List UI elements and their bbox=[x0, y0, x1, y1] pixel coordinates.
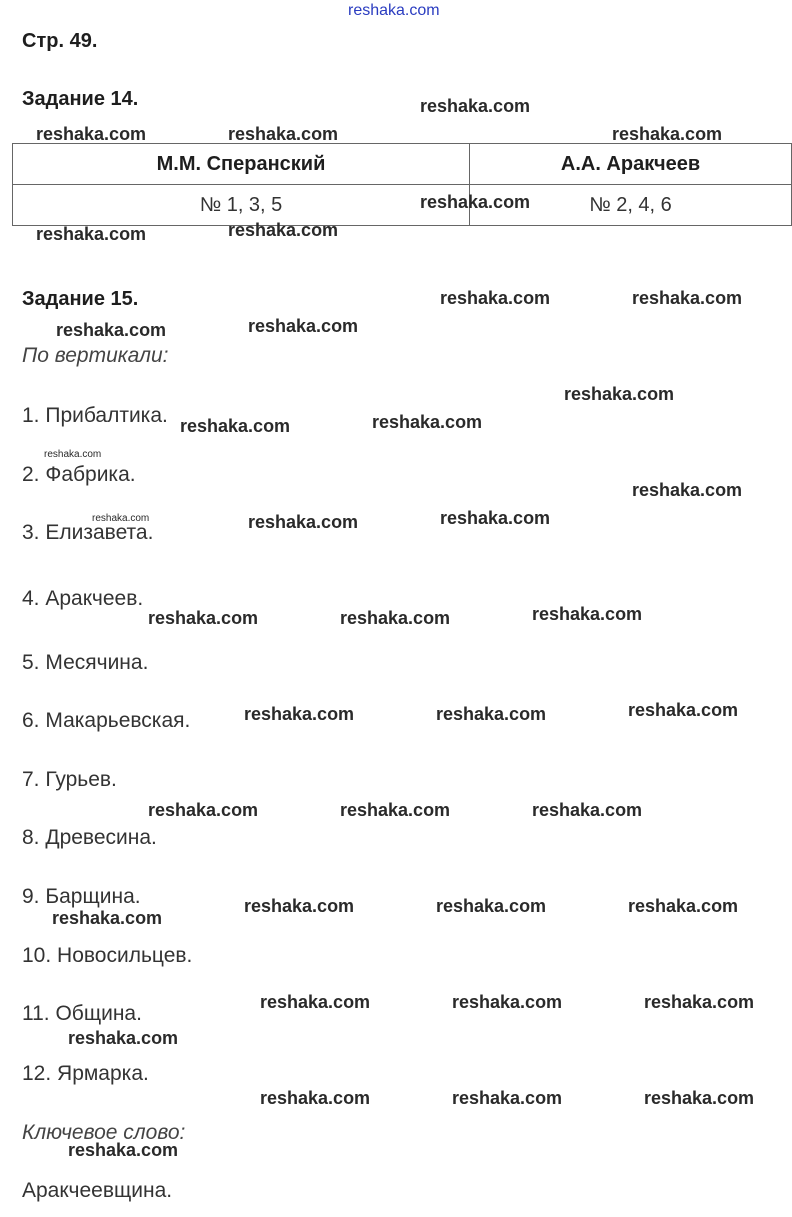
watermark: reshaka.com bbox=[372, 412, 483, 432]
list-item: 11. Община. bbox=[22, 1002, 142, 1025]
watermark: reshaka.com bbox=[436, 704, 547, 724]
watermark: reshaka.com bbox=[248, 316, 359, 336]
list-item: 5. Месячина. bbox=[22, 651, 149, 674]
watermark: reshaka.com bbox=[632, 288, 743, 308]
page-label: Стр. 49. bbox=[22, 30, 98, 52]
watermark: reshaka.com bbox=[340, 608, 451, 628]
watermark: reshaka.com bbox=[440, 288, 551, 308]
watermark: reshaka.com bbox=[52, 908, 163, 928]
watermark: reshaka.com bbox=[148, 608, 259, 628]
watermark: reshaka.com bbox=[436, 896, 547, 916]
keyword-answer: Аракчеевщина. bbox=[22, 1179, 173, 1202]
vertical-label: По вертикали: bbox=[22, 344, 169, 367]
table-header-row bbox=[13, 144, 792, 185]
task14-title: Задание 14. bbox=[22, 88, 139, 110]
watermark: reshaka.com bbox=[452, 1088, 563, 1108]
watermark: reshaka.com bbox=[228, 124, 339, 144]
watermark: reshaka.com bbox=[56, 320, 167, 340]
table-header-arakcheev: А.А. Аракчеев bbox=[470, 144, 792, 185]
watermark: reshaka.com bbox=[340, 800, 451, 820]
watermark: reshaka.com bbox=[228, 220, 339, 240]
answer-table bbox=[12, 143, 792, 226]
task15-title: Задание 15. bbox=[22, 288, 139, 310]
watermark: reshaka.com bbox=[532, 800, 643, 820]
watermark: reshaka.com bbox=[644, 992, 755, 1012]
watermark: reshaka.com bbox=[148, 800, 259, 820]
watermark-small: reshaka.com bbox=[92, 513, 150, 524]
table-cell-arakcheev: № 2, 4, 6 bbox=[470, 185, 792, 226]
table-row bbox=[13, 185, 792, 226]
list-item: 6. Макарьевская. bbox=[22, 709, 191, 732]
list-item: 10. Новосильцев. bbox=[22, 944, 193, 967]
watermark: reshaka.com bbox=[36, 124, 147, 144]
watermark: reshaka.com bbox=[532, 604, 643, 624]
watermark: reshaka.com bbox=[68, 1028, 179, 1048]
watermark: reshaka.com bbox=[180, 416, 291, 436]
watermark: reshaka.com bbox=[420, 96, 531, 116]
list-item: 1. Прибалтика. bbox=[22, 404, 168, 427]
watermark: reshaka.com bbox=[244, 896, 355, 916]
list-item: 4. Аракчеев. bbox=[22, 587, 144, 610]
watermark: reshaka.com bbox=[260, 1088, 371, 1108]
list-item: 2. Фабрика. bbox=[22, 463, 136, 486]
watermark: reshaka.com bbox=[260, 992, 371, 1012]
table-cell-speransky: № 1, 3, 5 bbox=[13, 185, 470, 226]
watermark-top: reshaka.com bbox=[348, 2, 440, 19]
watermark: reshaka.com bbox=[632, 480, 743, 500]
watermark: reshaka.com bbox=[612, 124, 723, 144]
watermark: reshaka.com bbox=[68, 1140, 179, 1160]
watermark: reshaka.com bbox=[420, 192, 531, 212]
table-header-speransky: М.М. Сперанский bbox=[13, 144, 470, 185]
list-item: 8. Древесина. bbox=[22, 826, 157, 849]
watermark: reshaka.com bbox=[628, 700, 739, 720]
watermark: reshaka.com bbox=[36, 224, 147, 244]
watermark: reshaka.com bbox=[564, 384, 675, 404]
watermark: reshaka.com bbox=[440, 508, 551, 528]
list-item: 7. Гурьев. bbox=[22, 768, 117, 791]
watermark: reshaka.com bbox=[628, 896, 739, 916]
keyword-label: Ключевое слово: bbox=[22, 1121, 186, 1144]
watermark-small: reshaka.com bbox=[44, 449, 102, 460]
watermark: reshaka.com bbox=[644, 1088, 755, 1108]
list-item: 3. Елизавета. bbox=[22, 521, 154, 544]
list-item: 9. Барщина. bbox=[22, 885, 141, 908]
watermark: reshaka.com bbox=[248, 512, 359, 532]
watermark: reshaka.com bbox=[452, 992, 563, 1012]
watermark: reshaka.com bbox=[244, 704, 355, 724]
list-item: 12. Ярмарка. bbox=[22, 1062, 149, 1085]
